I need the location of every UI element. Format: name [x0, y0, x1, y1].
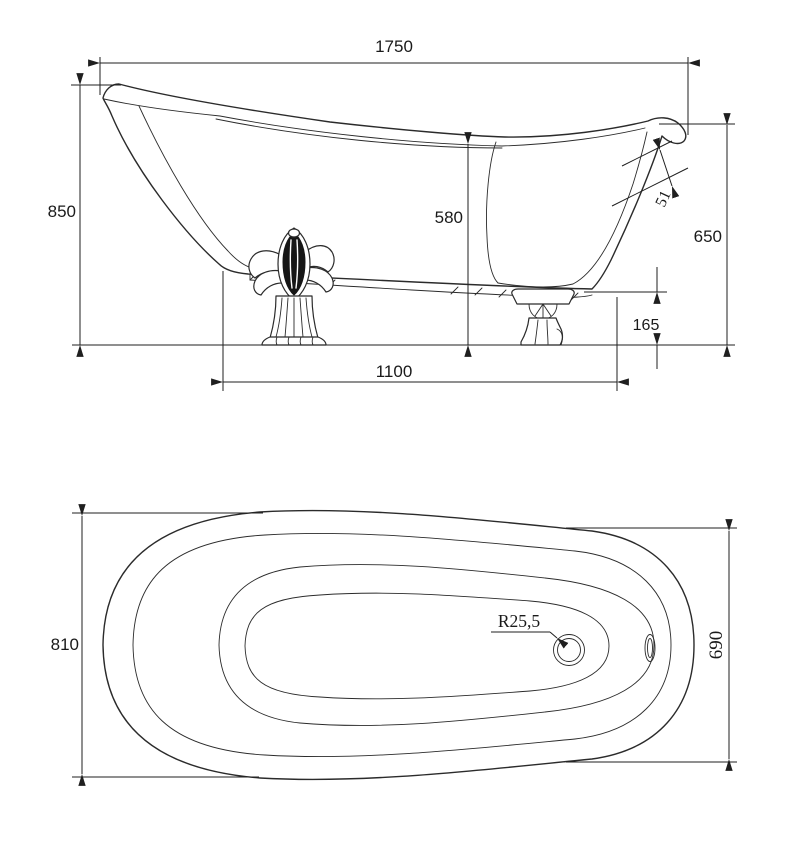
plan-rim-inner-edge-outline: [133, 533, 671, 756]
dim-foot-end-width: [566, 528, 737, 762]
extension-line: [72, 513, 263, 777]
claw-foot-paw: [262, 337, 326, 345]
rear-foot-fan: [529, 304, 557, 319]
dimension-label-foot-end-width: 690: [706, 630, 727, 660]
front-claw-foot: [249, 228, 334, 345]
overflow-inner: [648, 639, 653, 658]
rim-inner-line-upper: [104, 99, 645, 146]
dim-inner-depth: [435, 144, 468, 345]
dim-rim-width: [612, 141, 688, 210]
dimension-label-base-length: 1100: [375, 362, 413, 381]
extension-tick: [612, 168, 688, 206]
rear-foot-capital: [512, 289, 574, 304]
leader-line: [550, 632, 557, 638]
rim-inner-line-lower: [216, 119, 502, 148]
front-inner-wall-line: [139, 106, 252, 268]
drain: [554, 635, 585, 666]
dim-overall-height: [48, 85, 121, 345]
dimension-label-end-rim-height: 650: [693, 227, 722, 246]
drain-outer-circle: [554, 635, 585, 666]
bottom-strip-tick: [499, 290, 506, 297]
dimension-label-overall-length: 1750: [375, 37, 413, 56]
dim-head-end-width: [51, 513, 263, 777]
dimension-label-head-end-width: 810: [50, 635, 79, 654]
interior-bottom-and-right-wall-line: [498, 132, 647, 287]
dim-drain-radius: [491, 611, 557, 638]
dimension-label-overall-height: 850: [47, 202, 76, 221]
bottom-strip-tick: [451, 287, 458, 294]
extension-line: [100, 57, 688, 135]
claw-foot-bud-cap: [289, 229, 300, 237]
dimension-label-underside-clearance: 165: [632, 317, 660, 334]
side-view: [48, 37, 735, 391]
dimension-label-drain-radius: R25,5: [497, 611, 541, 631]
plan-outer-rim-outline: [103, 511, 694, 780]
dim-end-rim-height: [659, 124, 735, 345]
dim-overall-length: [100, 37, 688, 135]
dimension-label-rim-width: 51: [652, 187, 675, 210]
plan-basin-top-outline: [219, 565, 654, 726]
drain-inner-circle: [558, 639, 581, 662]
plan-view: [51, 511, 737, 780]
rear-foot: [512, 289, 574, 345]
dim-underside-clearance: [584, 267, 667, 369]
dimension-label-inner-depth: 580: [434, 208, 463, 227]
tub-side-outline: [103, 84, 686, 289]
interior-end-wall-line: [486, 142, 498, 283]
rear-foot-stem: [521, 318, 562, 345]
